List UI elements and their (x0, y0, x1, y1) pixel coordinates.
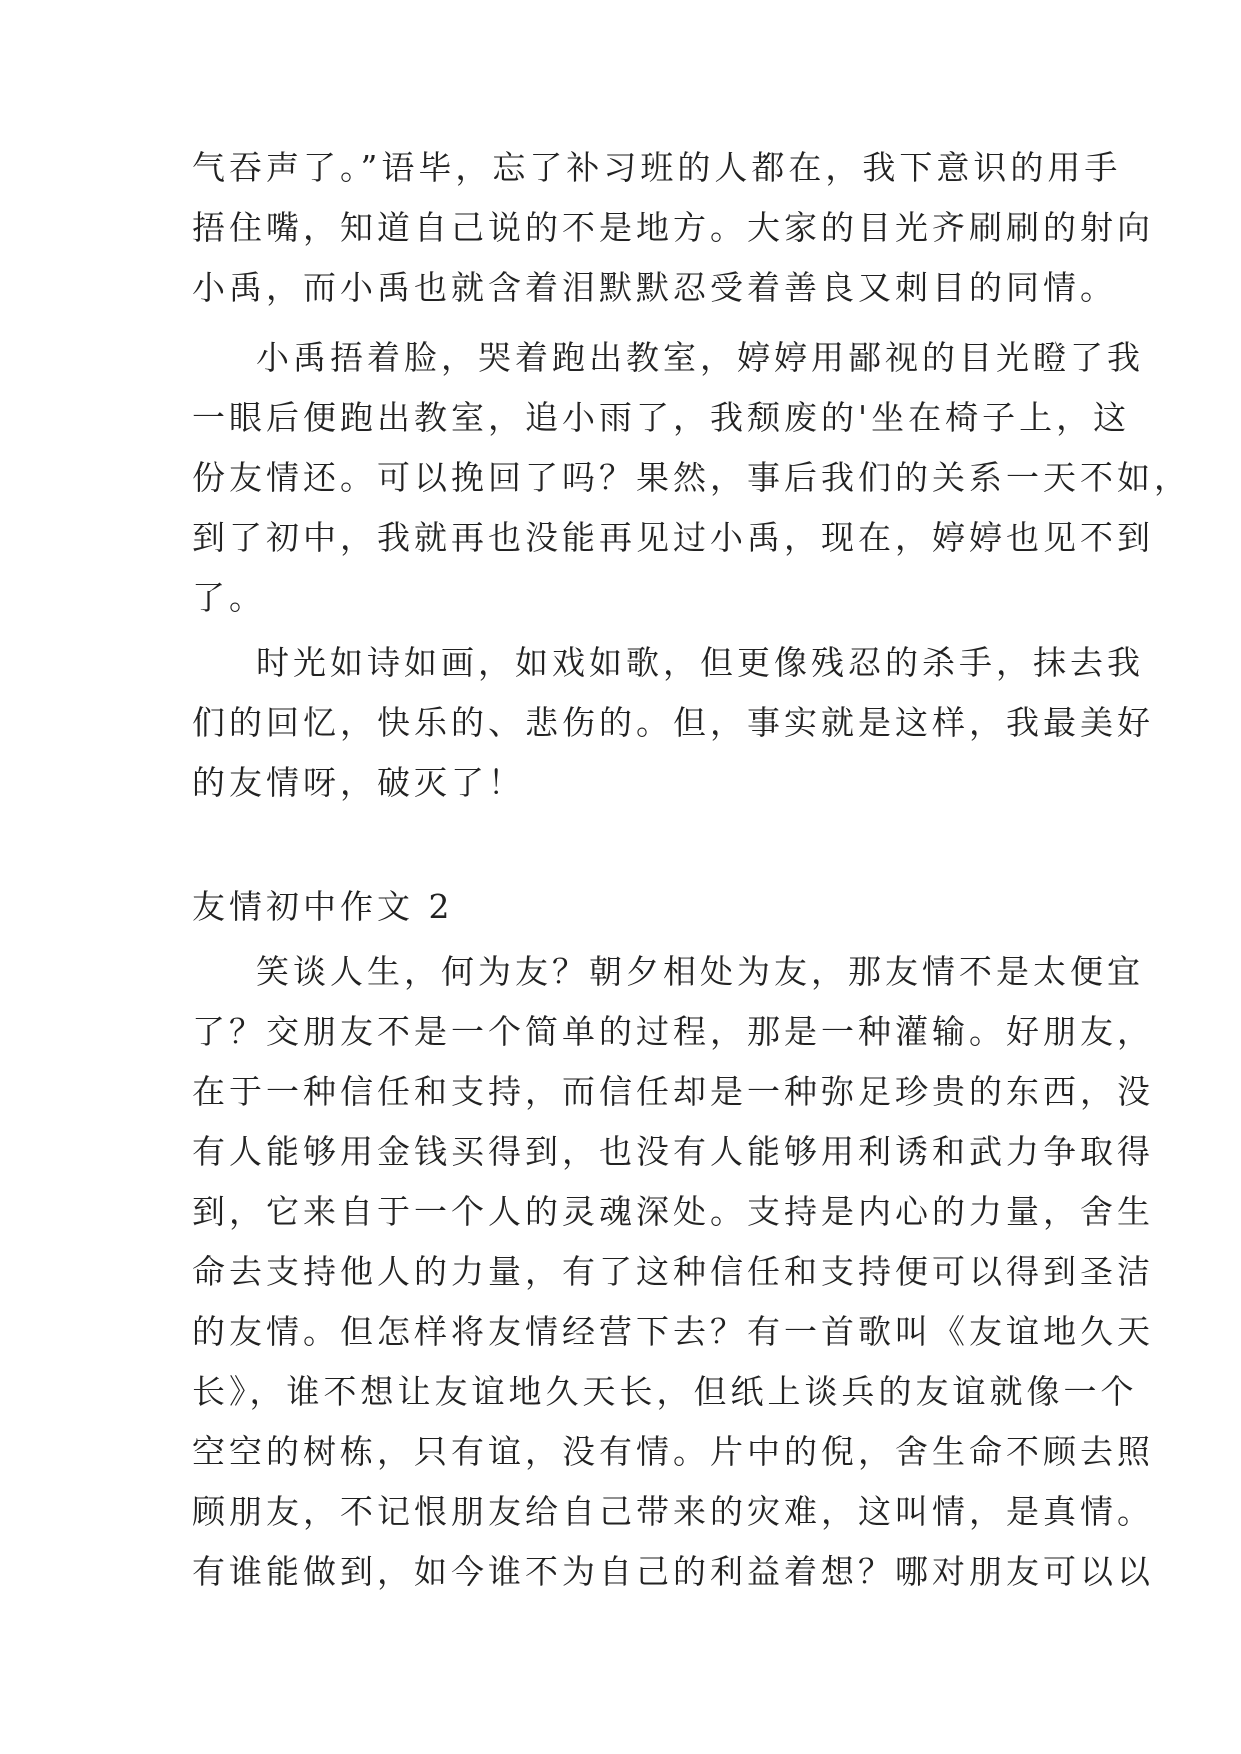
text-line: 有谁能做到，如今谁不为自己的利益着想？哪对朋友可以以 (192, 1552, 1154, 1591)
section-heading: 友情初中作文 2 (192, 887, 454, 926)
text-line: 的友情。但怎样将友情经营下去？有一首歌叫《友谊地久天 (192, 1312, 1154, 1351)
text-line: 长》，谁不想让友谊地久天长，但纸上谈兵的友谊就像一个 (192, 1372, 1138, 1411)
text-line: 小禹，而小禹也就含着泪默默忍受着善良又刺目的同情。 (192, 268, 1117, 307)
text-line: 小禹捂着脸，哭着跑出教室，婷婷用鄙视的目光瞪了我 (256, 338, 1144, 377)
text-line: 空空的树栋，只有谊，没有情。片中的倪，舍生命不顾去照 (192, 1432, 1154, 1471)
text-line: 到，它来自于一个人的灵魂深处。支持是内心的力量，舍生 (192, 1192, 1154, 1231)
text-line: 顾朋友，不记恨朋友给自己带来的灾难，这叫情，是真情。 (192, 1492, 1154, 1531)
text-line: 们的回忆，快乐的、悲伤的。但，事实就是这样，我最美好 (192, 703, 1154, 742)
text-line: 命去支持他人的力量，有了这种信任和支持便可以得到圣洁 (192, 1252, 1154, 1291)
text-line: 时光如诗如画，如戏如歌，但更像残忍的杀手，抹去我 (256, 643, 1144, 682)
text-line: 一眼后便跑出教室，追小雨了，我颓废的'坐在椅子上，这 (192, 398, 1131, 437)
text-line: 捂住嘴，知道自己说的不是地方。大家的目光齐刷刷的射向 (192, 208, 1154, 247)
text-line: 到了初中，我就再也没能再见过小禹，现在，婷婷也见不到 (192, 518, 1154, 557)
text-line: 气吞声了。”语毕，忘了补习班的人都在，我下意识的用手 (192, 148, 1122, 187)
text-line: 了。 (192, 578, 266, 617)
text-line: 在于一种信任和支持，而信任却是一种弥足珍贵的东西，没 (192, 1072, 1154, 1111)
text-line: 的友情呀，破灭了！ (192, 763, 525, 802)
text-line: 笑谈人生，何为友？朝夕相处为友，那友情不是太便宜 (256, 952, 1144, 991)
text-line: 份友情还。可以挽回了吗？果然，事后我们的关系一天不如， (192, 458, 1191, 497)
text-line: 有人能够用金钱买得到，也没有人能够用利诱和武力争取得 (192, 1132, 1154, 1171)
text-line: 了？交朋友不是一个简单的过程，那是一种灌输。好朋友， (192, 1012, 1154, 1051)
